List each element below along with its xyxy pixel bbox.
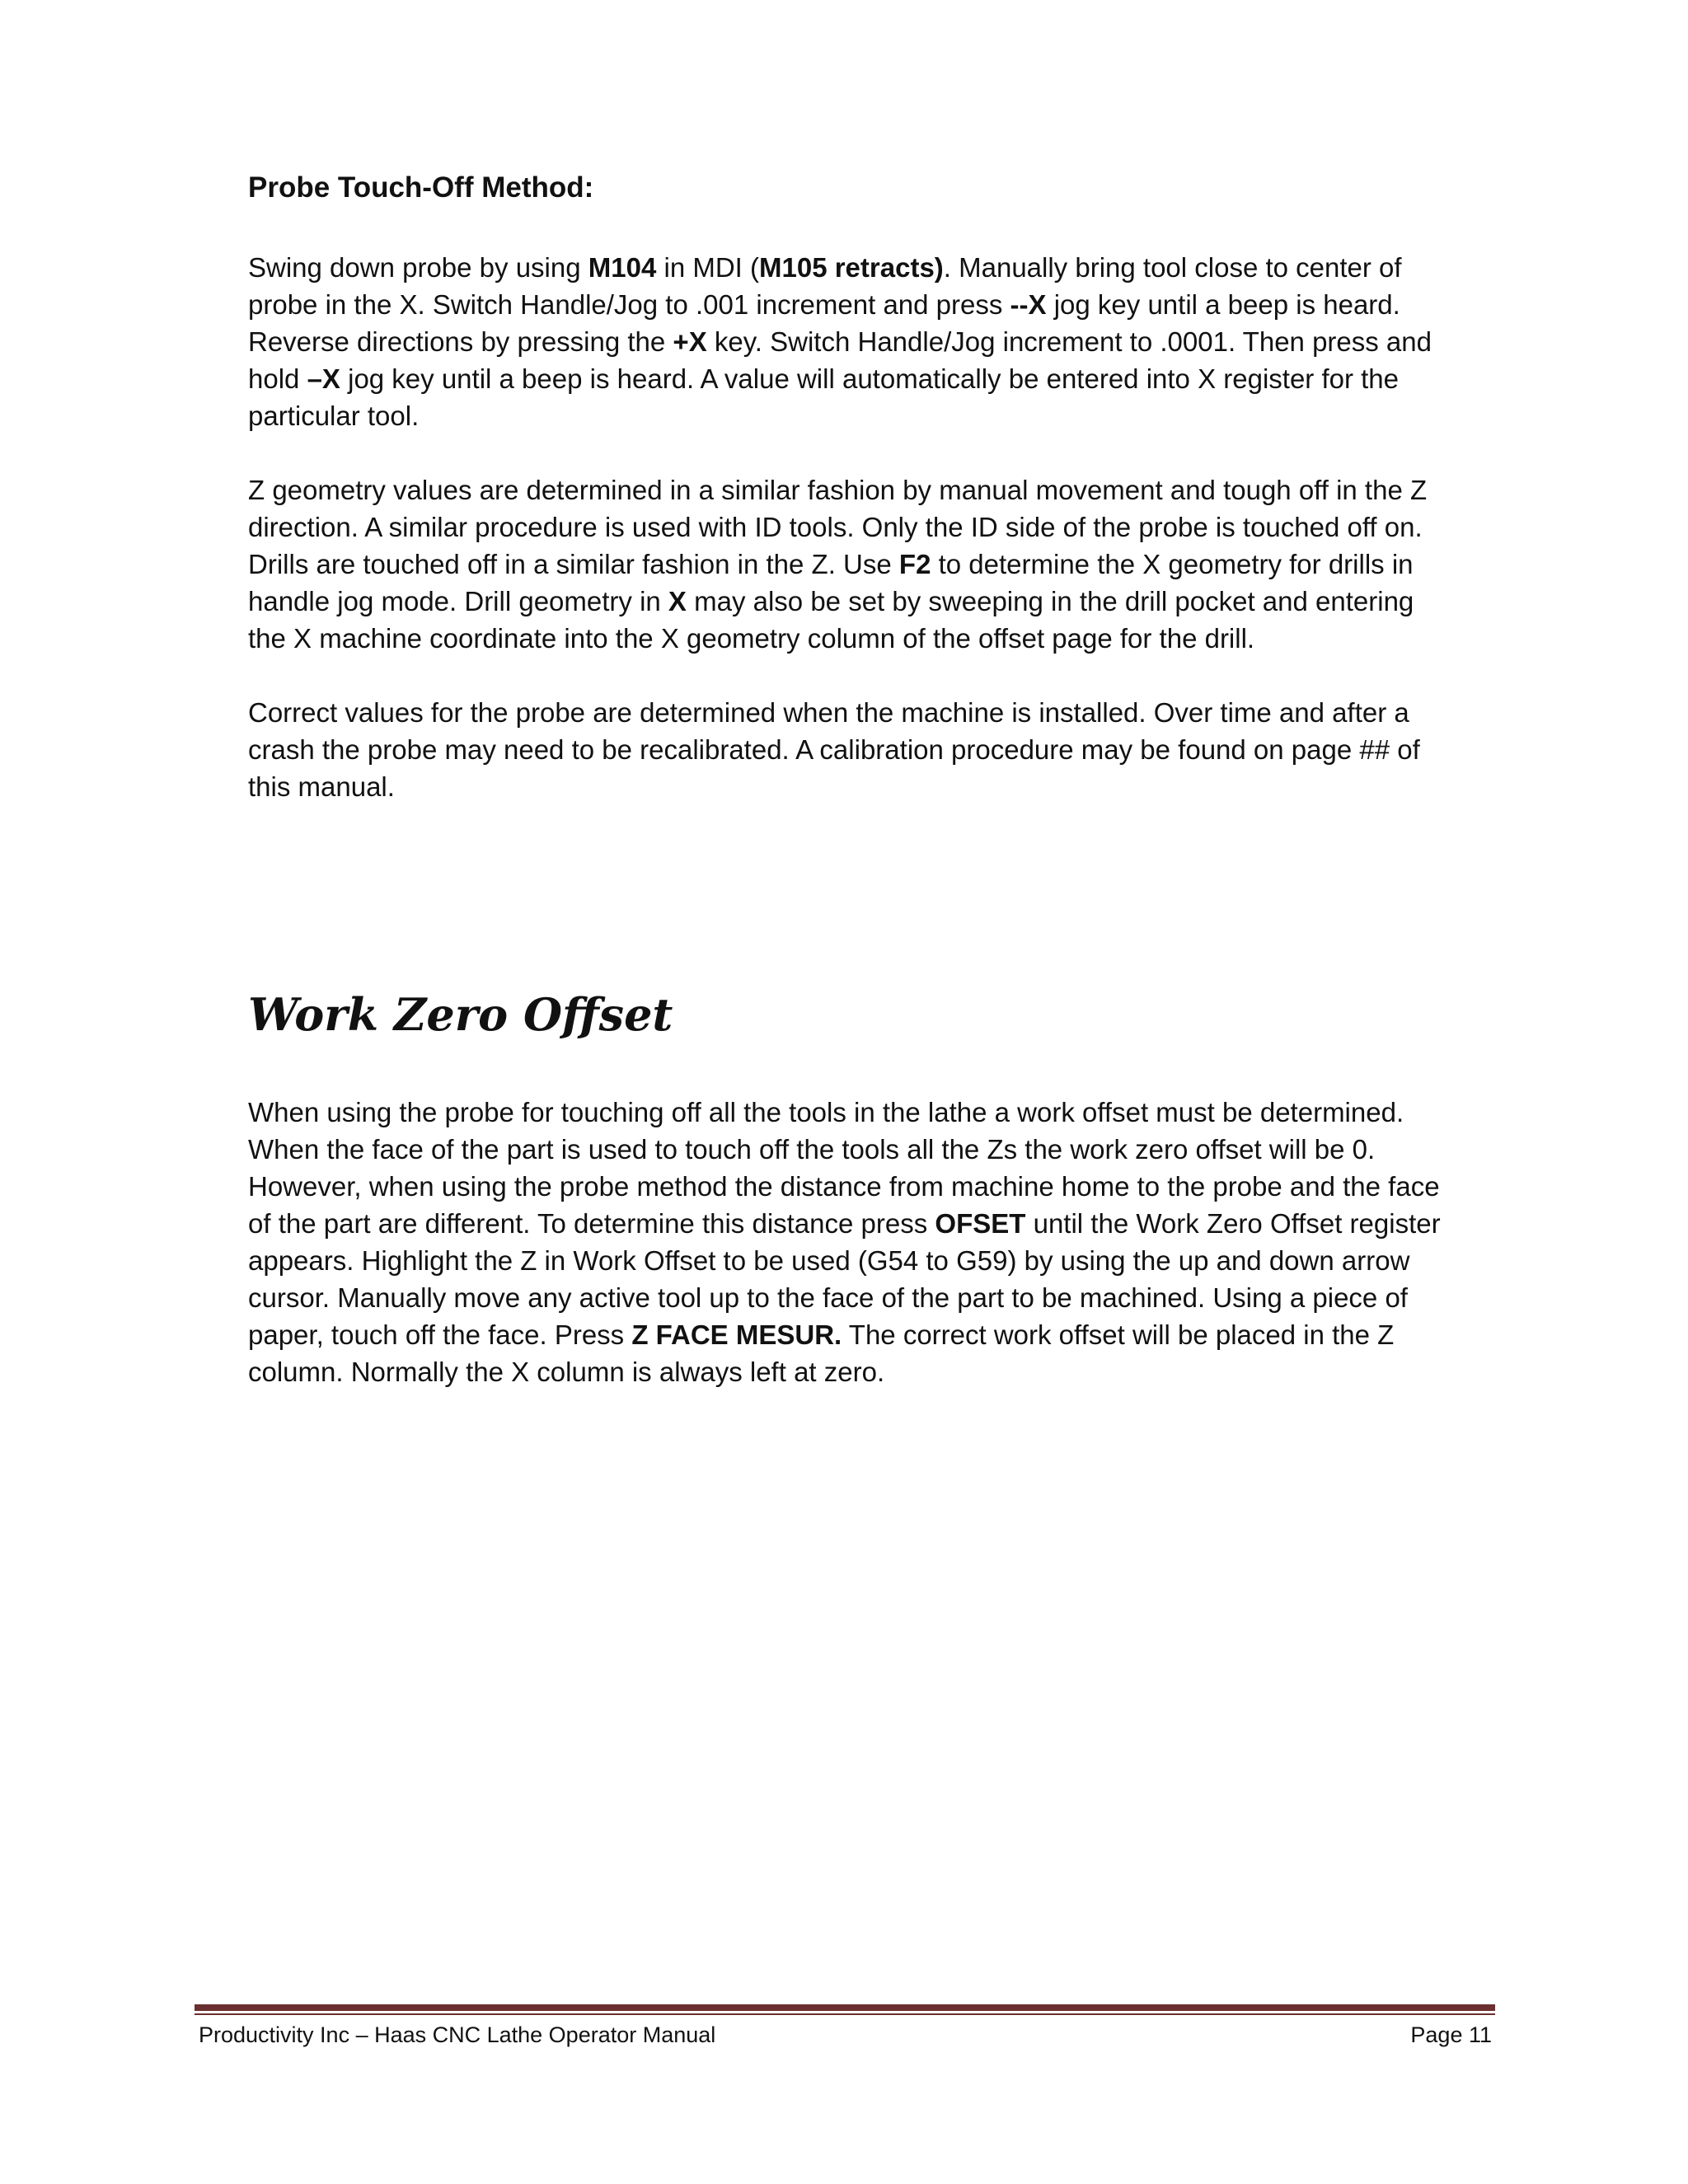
text-line: Correct values for the probe are determined when the machine is installed. Over time and after a	[248, 697, 1409, 728]
text-line	[248, 286, 1432, 323]
text-line: Z geometry values are determined in a similar fashion by manual movement and tough off in the Z	[248, 475, 1428, 505]
bold-key-plus-x: +X	[673, 326, 707, 357]
text-run: until the Work Zero Offset register	[1025, 1208, 1441, 1239]
text-line	[248, 323, 1432, 360]
text-line	[248, 1205, 1441, 1242]
bold-key-z-face-mesur: Z FACE MESUR.	[631, 1319, 842, 1350]
bold-key-f2: F2	[898, 549, 931, 579]
text-line: the X machine coordinate into the X geometry column of the offset page for the drill.	[248, 623, 1255, 654]
bold-code-m104: M104	[588, 252, 657, 283]
text-line: When the face of the part is used to touch off the tools all the Zs the work zero offset will be 0.	[248, 1134, 1376, 1165]
text-line: crash the probe may need to be recalibrated. A calibration procedure may be found on page ## of	[248, 734, 1420, 765]
text-run: Swing down probe by using	[248, 252, 588, 283]
work-zero-offset-title: Work Zero Offset	[248, 988, 673, 1041]
text-line: direction. A similar procedure is used with ID tools. Only the ID side of the probe is touched off on.	[248, 512, 1423, 542]
text-line: cursor. Manually move any active tool up to the face of the part to be machined. Using a piece of	[248, 1282, 1408, 1313]
text-run: handle jog mode. Drill geometry in	[248, 586, 668, 616]
text-run: key. Switch Handle/Jog increment to .0001. Then press and	[706, 326, 1432, 357]
text-run: may also be set by sweeping in the drill pocket and entering	[686, 586, 1414, 616]
text-run: Reverse directions by pressing the	[248, 326, 673, 357]
text-run: jog key until a beep is heard.	[1046, 289, 1400, 320]
bold-code-m105: M105 retracts)	[759, 252, 944, 283]
probe-touch-off-heading: Probe Touch-Off Method:	[248, 171, 594, 204]
text-run: probe in the X. Switch Handle/Jog to .001 increment and press	[248, 289, 1010, 320]
text-run: jog key until a beep is heard. A value will automatically be entered into X register for the	[340, 363, 1400, 394]
text-run: hold	[248, 363, 307, 394]
text-run: Drills are touched off in a similar fashion in the Z. Use	[248, 549, 899, 579]
text-run: to determine the X geometry for drills in	[931, 549, 1414, 579]
work-zero-paragraph	[248, 1094, 1441, 1390]
bold-key-minus-x: –X	[307, 363, 340, 394]
text-line: However, when using the probe method the distance from machine home to the probe and the face	[248, 1171, 1440, 1202]
footer-document-title: Productivity Inc – Haas CNC Lathe Operator Manual	[199, 2022, 716, 2047]
text-line: When using the probe for touching off all the tools in the lathe a work offset must be determined.	[248, 1097, 1404, 1127]
text-line	[248, 249, 1432, 286]
bold-axis-x: X	[668, 586, 687, 616]
text-line: particular tool.	[248, 401, 420, 431]
text-line	[248, 583, 1427, 620]
probe-paragraph-3	[248, 694, 1420, 805]
footer-divider	[195, 2004, 1495, 2011]
text-line: column. Normally the X column is always left at zero.	[248, 1357, 885, 1387]
text-run: . Manually bring tool close to center of	[943, 252, 1402, 283]
bold-key-ofset: OFSET	[935, 1208, 1026, 1239]
probe-paragraph-1	[248, 249, 1432, 434]
probe-paragraph-2	[248, 471, 1427, 657]
text-line	[248, 546, 1427, 583]
text-run: paper, touch off the face. Press	[248, 1319, 632, 1350]
text-line: appears. Highlight the Z in Work Offset to be used (G54 to G59) by using the up and down arrow	[248, 1245, 1410, 1276]
footer-divider-thin	[195, 2013, 1495, 2015]
text-line: this manual.	[248, 771, 395, 802]
bold-key-minus-x: --X	[1010, 289, 1047, 320]
text-run: in MDI (	[656, 252, 759, 283]
text-line	[248, 360, 1432, 397]
text-line	[248, 1316, 1441, 1353]
text-run: of the part are different. To determine this distance press	[248, 1208, 935, 1239]
footer-page-number: Page 11	[1410, 2022, 1492, 2047]
text-run: The correct work offset will be placed in the Z	[842, 1319, 1395, 1350]
